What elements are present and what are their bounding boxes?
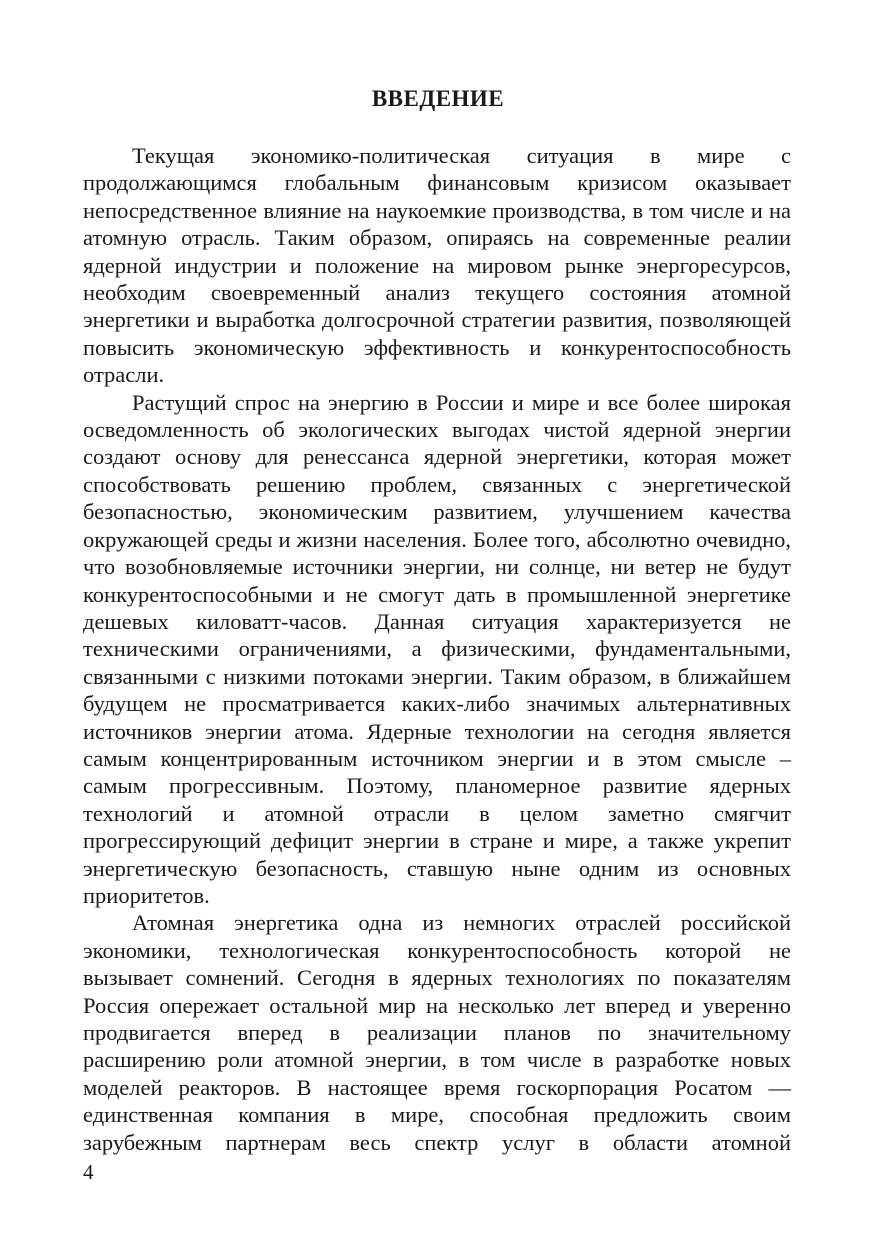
paragraph-3: Атомная энергетика одна из немногих отраслей российской экономики, технологическая конкурентоспособность которой не вызывает сомнений. Сегодня в ядерных технологиях по показателям Россия опережает остальной мир на несколько лет вперед и уверенно продвигается вперед в реализации планов по значительному расширению роли атомной энергии, в том числе в разработке новых моделей реакторов. В настоящее время госкорпорация Росатом — единственная компания в мире, способная предложить своим зарубежным партнерам весь спектр услуг в области атомной <box>83 910 791 1155</box>
page-title: ВВЕДЕНИЕ <box>371 86 505 111</box>
body-text <box>83 142 791 1156</box>
page-number: 4 <box>83 1160 94 1184</box>
paragraph-2: Растущий спрос на энергию в России и мире и все более широкая осведомленность об экологических выгодах чистой ядерной энергии создают основу для ренессанса ядерной энергетики, которая может способствовать решению проблем, связанных с энергетической безопасностью, экономическим развитием, улучшением качества окружающей среды и жизни населения. Более того, абсолютно очевидно, что возобновляемые источники энергии, ни солнце, ни ветер не будут конкурентоспособными и не смогут дать в промышленной энергетике дешевых киловатт-часов. Данная ситуация характеризуется не техническими ограничениями, а физическими, фундаментальными, связанными с низкими потоками энергии. Таким образом, в ближайшем будущем не просматривается каких-либо значимых альтернативных источников энергии атома. Ядерные технологии на сегодня является самым концентрированным источником энергии и в этом смысле – самым прогрессивным. Поэтому, планомерное развитие ядерных технологий и атомной отрасли в целом заметно смягчит прогрессирующий дефицит энергии в стране и мире, а также укрепит энергетическую безопасность, ставшую ныне одним из основных приоритетов. <box>83 389 791 908</box>
paragraph-1: Текущая экономико-политическая ситуация в мире с продолжающимся глобальным финансовым кризисом оказывает непосредственное влияние на наукоемкие производства, в том числе и на атомную отрасль. Таким образом, опираясь на современные реалии ядерной индустрии и положение на мировом рынке энергоресурсов, необходим своевременный анализ текущего состояния атомной энергетики и выработка долгосрочной стратегии развития, позволяющей повысить экономическую эффективность и конкурентоспособность отрасли. <box>83 143 791 388</box>
